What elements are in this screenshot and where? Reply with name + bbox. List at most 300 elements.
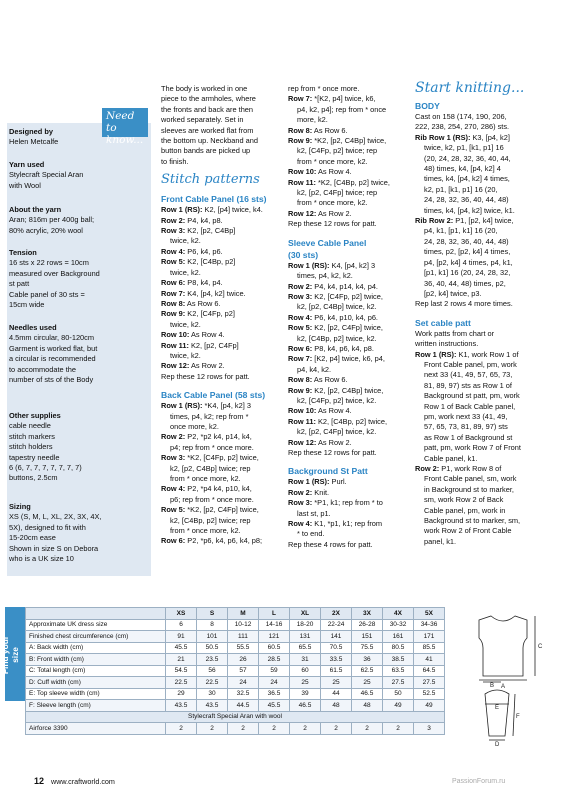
- row-label: Row 5:: [161, 505, 186, 515]
- row-text: more, k2.: [297, 115, 328, 125]
- continued-line: rep from * once more.: [288, 84, 360, 93]
- cast-on-line: Cast on 158 (174, 190, 206,: [415, 112, 507, 121]
- pattern-row: [288, 282, 406, 292]
- row-text: times, k4, [p4, k2] 4 times,: [424, 174, 510, 184]
- page-number: 12: [34, 776, 45, 786]
- row-label: Row 3:: [161, 226, 186, 236]
- row-text: twice, k2.: [170, 319, 201, 329]
- row-text: k2, p1, [k1, p1] 16 (20,: [424, 184, 498, 194]
- row-text: P2, *p6, k4, p6, k4, p8;: [187, 536, 263, 546]
- column-2: [161, 84, 279, 547]
- yarn-shade-label: Airforce 3390: [26, 723, 166, 735]
- measurement-value: 26: [228, 654, 259, 666]
- size-row: [26, 631, 445, 643]
- front-cable-title: Front Cable Panel (16 sts): [161, 194, 267, 205]
- row-text: k2, [p2, C4Fp] twice; rep: [297, 188, 378, 198]
- measurement-label: A: Back width (cm): [26, 642, 166, 654]
- row-text: work Row 2 of Front Cable: [424, 526, 512, 536]
- measurement-value: 61.5: [321, 665, 352, 677]
- yarn-balls: 2: [228, 723, 259, 735]
- pattern-row: [161, 299, 279, 309]
- row-text: *K2, [p2, C4Bp] twice,: [314, 136, 387, 146]
- yarn-heading: Stylecraft Special Aran with wool: [26, 711, 445, 723]
- row-text: P4, k4, p8.: [187, 215, 223, 225]
- yarn-quantity-row: [26, 723, 445, 735]
- size-row: [26, 642, 445, 654]
- row-label: Row 5:: [161, 257, 186, 267]
- row-label: Row 5:: [288, 323, 313, 333]
- row-text: K2, [C4Bp, p2]: [187, 257, 236, 267]
- row-label: Row 1 (RS):: [415, 349, 457, 359]
- sleeve-cable-title: Sleeve Cable Panel: [288, 237, 367, 248]
- sidebar-section: [9, 160, 147, 191]
- row-text: next 33 (41, 49, 57, 65, 73,: [424, 370, 513, 380]
- sleeve-cable-title: (30 sts): [288, 249, 319, 260]
- measurement-value: 39: [290, 688, 321, 700]
- row-text: 57, 65, 73, 81, 89, 97) sts: [424, 422, 508, 432]
- row-label: Row 4:: [161, 246, 186, 256]
- row-text: As Row 4.: [318, 167, 352, 177]
- row-text: from * once more, k2.: [297, 198, 368, 208]
- row-label: Row 3:: [288, 291, 313, 301]
- section-line: cable needle: [9, 421, 51, 431]
- measurement-value: 64.5: [414, 665, 445, 677]
- column-3: [288, 84, 406, 550]
- measurement-value: 28.5: [259, 654, 290, 666]
- measurement-value: 75.5: [352, 642, 383, 654]
- row-label: Rib Row 2:: [415, 216, 454, 226]
- measurement-value: 56: [197, 665, 228, 677]
- row-label: Row 7:: [288, 94, 313, 104]
- row-text: from * once more, k2.: [170, 526, 241, 536]
- row-label: Row 7:: [288, 354, 313, 364]
- yarn-balls: 2: [321, 723, 352, 735]
- start-knitting-heading: Start knitting...: [415, 80, 525, 96]
- sidebar-section: [9, 323, 147, 385]
- intro-line: the fronts and back are then: [161, 104, 254, 114]
- row-text: times, p2, [p2, k4] 4 times,: [424, 247, 511, 257]
- row-label: Row 10:: [161, 330, 190, 340]
- yarn-balls: 3: [414, 723, 445, 735]
- row-text: K4, [p4, k2] twice.: [187, 288, 246, 298]
- measurement-value: 29: [166, 688, 197, 700]
- section-title: Yarn used: [9, 160, 45, 169]
- row-label: Row 11:: [161, 340, 189, 350]
- section-line: 16 sts x 22 rows = 10cm: [9, 258, 89, 268]
- sidebar-section: [9, 502, 147, 564]
- measurement-value: 18-20: [290, 619, 321, 631]
- row-label: Row 10:: [288, 406, 317, 416]
- measurement-value: 45.5: [259, 700, 290, 712]
- section-line: Aran; 816m per 400g ball;: [9, 215, 95, 225]
- sidebar-section: [9, 248, 147, 310]
- pattern-row: [161, 401, 279, 411]
- repeat-note: Rep these 4 rows for patt.: [288, 539, 373, 549]
- section-line: Stylecraft Special Aran: [9, 170, 84, 180]
- measurement-label: F: Sleeve length (cm): [26, 700, 166, 712]
- row-label: Row 2:: [161, 215, 186, 225]
- repeat-note: Rep these 12 rows for patt.: [288, 219, 377, 229]
- section-title: Needles used: [9, 323, 57, 332]
- row-text: k2, [C4Bp, p2] twice, k2.: [297, 333, 377, 343]
- row-label: Row 8:: [288, 375, 313, 385]
- sidebar-section: [9, 205, 147, 236]
- measurement-value: 31: [290, 654, 321, 666]
- measurement-value: 161: [383, 631, 414, 643]
- row-text: As Row 6.: [313, 375, 348, 385]
- section-line: 15cm wide: [9, 300, 45, 310]
- row-text: times, p4, k2; rep from *: [170, 411, 249, 421]
- measurement-value: 22.5: [197, 677, 228, 689]
- letter-c: C: [538, 644, 543, 650]
- row-text: (20, 24, 28, 32, 36, 40, 44,: [424, 153, 511, 163]
- measurement-value: 36: [352, 654, 383, 666]
- row-text: patt, pm, work Row 7 of Front: [424, 443, 521, 453]
- measurement-value: 44.5: [228, 700, 259, 712]
- row-text: P2, *p4 k4, p10, k4,: [187, 484, 252, 494]
- pattern-row: [288, 386, 406, 396]
- measurement-value: 32.5: [228, 688, 259, 700]
- measurement-value: 10-12: [228, 619, 259, 631]
- pattern-row: [288, 406, 406, 416]
- pattern-row: [288, 167, 406, 177]
- row-label: Row 12:: [288, 208, 317, 218]
- row-label: Row 1 (RS):: [288, 477, 330, 487]
- pattern-row: [288, 477, 406, 487]
- row-text: k2, [p2, C4Bp] twice, k2.: [297, 302, 377, 312]
- yarn-balls: 2: [166, 723, 197, 735]
- pattern-row: [288, 261, 406, 271]
- measurement-label: C: Total length (cm): [26, 665, 166, 677]
- intro-line: The body is worked in one: [161, 84, 248, 93]
- row-text: k2, [C4Fp, p2] twice; rep: [297, 146, 378, 156]
- measurement-value: 52.5: [414, 688, 445, 700]
- pattern-row: [288, 126, 406, 136]
- stitch-patterns-heading: Stitch patterns: [161, 172, 260, 188]
- yarn-balls: 2: [259, 723, 290, 735]
- section-title: Sizing: [9, 502, 31, 511]
- row-text: 24, 28, 32, 36, 40, 44, 48): [424, 195, 509, 205]
- row-text: Background st to marker, sm,: [424, 516, 521, 526]
- pattern-row: [415, 216, 560, 226]
- row-label: Row 11:: [288, 177, 316, 187]
- row-label: Row 1 (RS):: [161, 205, 203, 215]
- row-text: p4; rep from * once more.: [170, 442, 254, 452]
- measurement-value: 25: [352, 677, 383, 689]
- row-label: Row 6:: [161, 278, 186, 288]
- measurement-value: 121: [259, 631, 290, 643]
- measurement-value: 27.5: [414, 677, 445, 689]
- pattern-row: [161, 330, 279, 340]
- measurement-value: 49: [383, 700, 414, 712]
- pattern-row: [415, 464, 560, 474]
- measurement-value: 50.5: [197, 642, 228, 654]
- row-label: Row 4:: [288, 519, 313, 529]
- intro-line: sleeves are worked flat from: [161, 125, 254, 135]
- section-line: who is a UK size 10: [9, 554, 74, 564]
- website-url[interactable]: www.craftworld.com: [51, 777, 115, 786]
- pattern-row: [161, 309, 279, 319]
- pattern-row: [288, 292, 406, 302]
- pattern-row: [161, 536, 279, 546]
- row-text: *P1, k1; rep from * to: [314, 498, 383, 508]
- pattern-row: [415, 133, 560, 143]
- row-text: As Row 2.: [318, 437, 352, 447]
- row-text: As Row 4.: [191, 330, 225, 340]
- row-label: Row 12:: [288, 437, 317, 447]
- row-text: 24, 28, 32, 36, 40, 44, 48): [424, 236, 509, 246]
- measurement-value: 48: [321, 700, 352, 712]
- row-text: K2, [p2, C4Bp] twice,: [314, 385, 384, 395]
- background-st-title: Background St Patt: [288, 466, 368, 477]
- yarn-balls: 2: [352, 723, 383, 735]
- row-text: 81, 89, 97) sts as Row 1 of: [424, 380, 512, 390]
- row-label: Row 4:: [288, 312, 313, 322]
- row-text: P6, k4, p6.: [187, 246, 223, 256]
- size-row: [26, 688, 445, 700]
- row-label: Row 10:: [288, 167, 317, 177]
- header-blank: [26, 608, 166, 620]
- pattern-row: [288, 375, 406, 385]
- row-text: As Row 4.: [318, 406, 352, 416]
- set-cable-title: Set cable patt: [415, 317, 471, 328]
- intro-line: worked separately. Set in: [161, 115, 244, 125]
- row-label: Row 1 (RS):: [288, 260, 330, 270]
- section-line: stitch markers: [9, 431, 55, 441]
- row-text: *[K2, p4] twice, k6,: [314, 94, 376, 104]
- repeat-note: Rep these 12 rows for patt.: [161, 371, 250, 381]
- measurement-value: 14-16: [259, 619, 290, 631]
- pattern-row: [288, 178, 406, 188]
- row-text: once more, k2.: [170, 421, 219, 431]
- pattern-row: [288, 136, 406, 146]
- find-your-size-label: Find your size: [0, 635, 20, 675]
- pattern-row: [161, 361, 279, 371]
- pattern-row: [288, 417, 406, 427]
- row-text: K2, [p2, C4Bp]: [187, 226, 236, 236]
- measurement-value: 63.5: [383, 665, 414, 677]
- measurement-value: 24: [228, 677, 259, 689]
- measurement-value: 38.5: [383, 654, 414, 666]
- size-header-row: [26, 608, 445, 620]
- measurement-label: Approximate UK dress size: [26, 619, 166, 631]
- measurement-value: 25: [290, 677, 321, 689]
- row-text: twice, k2, p1, [k1, p1] 16: [424, 143, 504, 153]
- section-line: XS (S, M, L, XL, 2X, 3X, 4X,: [9, 512, 102, 522]
- section-line: Garment is worked flat, but: [9, 343, 98, 353]
- back-cable-title: Back Cable Panel (58 sts): [161, 390, 266, 401]
- measurement-value: 62.5: [352, 665, 383, 677]
- measurement-value: 57: [228, 665, 259, 677]
- measurement-value: 141: [321, 631, 352, 643]
- row-text: *K4, [p4, k2] 3: [204, 401, 251, 411]
- row-label: Rib Row 1 (RS):: [415, 132, 471, 142]
- section-line: measured over Background: [9, 268, 100, 278]
- body-title: BODY: [415, 101, 440, 111]
- row-text: k2, [C4Fp, p2] twice, k2.: [297, 395, 377, 405]
- measurement-value: 8: [197, 619, 228, 631]
- row-text: p4, k4, k2.: [297, 364, 332, 374]
- row-text: Purl.: [331, 477, 347, 487]
- letter-b: B: [490, 683, 495, 689]
- row-text: P8, k4, p4.: [187, 278, 223, 288]
- yarn-balls: 2: [290, 723, 321, 735]
- row-text: Front Cable panel, sm, work: [424, 474, 517, 484]
- measurement-value: 171: [414, 631, 445, 643]
- row-text: K2, [p4] twice, k4.: [204, 205, 263, 215]
- measurement-value: 33.5: [321, 654, 352, 666]
- intro-line: Work patts from chart or: [415, 328, 495, 338]
- row-text: *K2, [C4Fp, p2] twice,: [187, 453, 259, 463]
- section-line: a circular is recommended: [9, 354, 96, 364]
- row-text: sm, work Row 2 of Back: [424, 495, 504, 505]
- sidebar-section: [9, 411, 147, 484]
- intro-line: the bottom up. Neckband and: [161, 136, 258, 146]
- measurement-label: B: Front width (cm): [26, 654, 166, 666]
- row-text: K2, [C4Fp, p2]: [187, 309, 235, 319]
- row-text: Knit.: [314, 487, 330, 497]
- section-line: Shown in size S on Debora: [9, 543, 99, 553]
- pattern-row: [288, 323, 406, 333]
- row-text: twice, k2.: [170, 267, 201, 277]
- size-table: [25, 607, 445, 735]
- measurement-value: 48: [352, 700, 383, 712]
- intro-line: piece to the armholes, where: [161, 94, 256, 104]
- measurement-label: E: Top sleeve width (cm): [26, 688, 166, 700]
- repeat-note: Rep last 2 rows 4 more times.: [415, 299, 513, 309]
- row-text: Front Cable panel, pm, work: [424, 359, 517, 369]
- measurement-value: 49: [414, 700, 445, 712]
- pattern-row: [161, 226, 279, 236]
- section-line: st patt: [9, 279, 30, 289]
- row-label: Row 9:: [288, 385, 313, 395]
- row-label: Row 9:: [288, 136, 313, 146]
- row-text: twice, k2.: [170, 236, 201, 246]
- pattern-row: [161, 484, 279, 494]
- measurement-value: 111: [228, 631, 259, 643]
- row-text: As Row 6.: [186, 298, 221, 308]
- size-row: [26, 654, 445, 666]
- section-line: 5X), designed to fit with: [9, 522, 86, 532]
- row-text: 36, 40, 44, 48) times, p2,: [424, 278, 506, 288]
- row-text: twice, k2.: [170, 350, 201, 360]
- measurement-value: 22-24: [321, 619, 352, 631]
- measurement-value: 50: [383, 688, 414, 700]
- row-text: P1, work Row 8 of: [441, 464, 502, 473]
- measurement-value: 30-32: [383, 619, 414, 631]
- row-text: K3, [p4, k2]: [472, 132, 510, 142]
- row-text: K2, [p2, C4Fp]: [191, 340, 239, 350]
- measurement-label: Finished chest circumference (cm): [26, 631, 166, 643]
- size-row: [26, 619, 445, 631]
- pattern-row: [161, 432, 279, 442]
- row-text: p4, k1, [p1, k1] 16 (20,: [424, 226, 498, 236]
- row-text: panel, k1.: [424, 536, 457, 546]
- row-text: K1, work Row 1 of: [458, 349, 519, 359]
- section-line: 80% acrylic, 20% wool: [9, 225, 83, 235]
- yarn-balls: 2: [197, 723, 228, 735]
- size-header: 2X: [321, 608, 352, 620]
- pattern-row: [161, 205, 279, 215]
- row-text: k2, [p2, C4Fp] twice, k2.: [297, 427, 377, 437]
- row-text: Background st patt, pm, work: [424, 391, 520, 401]
- row-label: Row 3:: [161, 453, 186, 463]
- letter-a: A: [501, 684, 506, 690]
- sleeve-schematic: [485, 690, 509, 736]
- row-text: p6; rep from * once more.: [170, 494, 254, 504]
- row-label: Row 8:: [161, 298, 186, 308]
- pattern-row: [161, 505, 279, 515]
- measurement-value: 44: [321, 688, 352, 700]
- size-header: M: [228, 608, 259, 620]
- pattern-row: [288, 438, 406, 448]
- pattern-row: [288, 209, 406, 219]
- measurement-value: 23.5: [197, 654, 228, 666]
- heading-line: know...: [106, 134, 144, 146]
- row-text: As Row 2.: [191, 361, 225, 371]
- row-label: Row 2:: [288, 281, 313, 291]
- pattern-row: [161, 289, 279, 299]
- body-schematic: [479, 616, 527, 676]
- row-label: Row 6:: [288, 343, 313, 353]
- row-text: p4, k2, p4]; rep from * once: [297, 104, 387, 114]
- row-text: pm, work next 33 (41, 49,: [424, 411, 508, 421]
- measurement-value: 36.5: [259, 688, 290, 700]
- row-text: K2, [C4Bp, p2] twice,: [318, 416, 388, 426]
- size-row: [26, 665, 445, 677]
- row-label: Row 12:: [161, 361, 190, 371]
- section-title: Designed by: [9, 127, 53, 136]
- yarn-heading-row: [26, 711, 445, 723]
- section-line: with Wool: [9, 180, 41, 190]
- row-text: 48) times, k4, [p4, k2] 4: [424, 164, 501, 174]
- size-header: XL: [290, 608, 321, 620]
- row-label: Row 2:: [415, 464, 440, 473]
- measurement-value: 45.5: [166, 642, 197, 654]
- intro-line: to finish.: [161, 156, 189, 166]
- section-line: to accommodate the: [9, 364, 76, 374]
- row-label: Row 1 (RS):: [161, 401, 203, 411]
- row-label: Row 2:: [161, 432, 186, 442]
- measurement-value: 21: [166, 654, 197, 666]
- row-text: P2, *p2 k4, p14, k4,: [187, 432, 252, 442]
- heading-line: Need to: [106, 110, 135, 134]
- row-label: Row 11:: [288, 416, 316, 426]
- row-text: last st, p1.: [297, 508, 331, 518]
- row-text: [p1, k1] 16 (20, 24, 28, 32,: [424, 268, 511, 278]
- measurement-value: 34-36: [414, 619, 445, 631]
- row-text: k2, [p2, C4Bp] twice; rep: [170, 463, 251, 473]
- measurement-value: 54.5: [166, 665, 197, 677]
- row-text: *K2, [p2, C4Fp] twice,: [187, 505, 259, 515]
- row-text: [p2, k4] twice, p3.: [424, 288, 482, 298]
- size-row: [26, 677, 445, 689]
- row-text: Row 1 of Back Cable panel,: [424, 401, 516, 411]
- size-header: XS: [166, 608, 197, 620]
- row-text: K1, *p1, k1; rep from: [314, 519, 383, 529]
- pattern-row: [288, 94, 406, 104]
- measurement-value: 85.5: [414, 642, 445, 654]
- size-header: S: [197, 608, 228, 620]
- row-text: in Background st to marker,: [424, 484, 514, 494]
- row-text: K4, [p4, k2] 3: [331, 260, 376, 270]
- column-4: [415, 78, 560, 547]
- measurement-label: D: Cuff width (cm): [26, 677, 166, 689]
- repeat-note: Rep these 12 rows for patt.: [288, 448, 377, 457]
- row-text: P8, k4, p6, k4, p8.: [314, 343, 374, 353]
- measurement-value: 91: [166, 631, 197, 643]
- row-text: As Row 6.: [313, 125, 348, 135]
